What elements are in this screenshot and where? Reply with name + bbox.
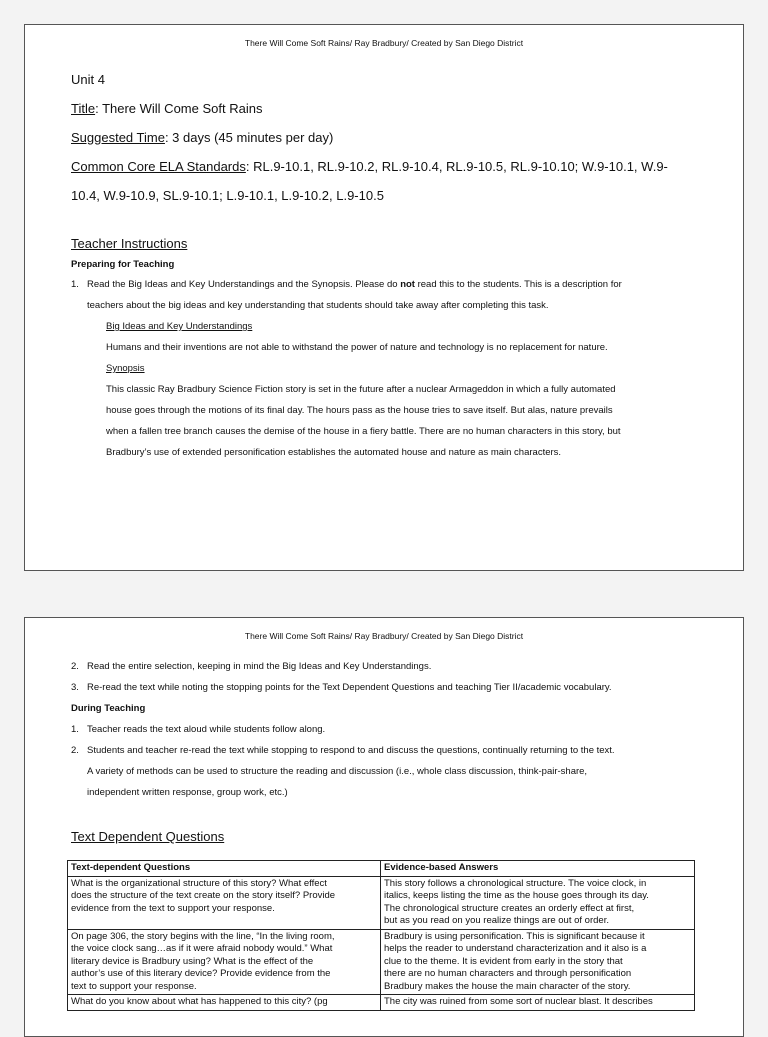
cell-line: literary device is Bradbury using? What is the effect of the <box>71 955 314 967</box>
document-page-2 <box>24 617 744 1037</box>
item2-text: Read the entire selection, keeping in mind the Big Ideas and Key Understandings. <box>87 661 432 672</box>
list-number: 3. <box>71 682 79 693</box>
list-item <box>71 677 713 698</box>
page-1-body <box>71 65 713 463</box>
d1-text: Teacher reads the text aloud while students follow along. <box>87 724 326 735</box>
running-header: There Will Come Soft Rains/ Ray Bradbury/ Created by San Diego District <box>244 631 524 641</box>
column-header: Evidence-based Answers <box>381 861 695 877</box>
cell-line: clue to the theme. It is evident from early in the story that <box>384 955 623 967</box>
table-row <box>68 929 695 995</box>
cell-line: the voice clock sang…as if it were afraid nobody would.” What <box>71 943 333 954</box>
question-cell <box>68 995 381 1011</box>
preparing-heading: Preparing for Teaching <box>71 259 175 270</box>
title-line <box>71 94 713 123</box>
cell-line: Bradbury makes the house the main character of the story. <box>384 980 631 992</box>
list-item <box>71 740 713 761</box>
question-cell <box>68 929 381 995</box>
cell-line: The chronological structure creates an orderly effect at first, <box>384 902 635 914</box>
list-number: 1. <box>71 279 79 290</box>
suggested-time-value: : 3 days (45 minutes per day) <box>164 130 334 145</box>
running-header: There Will Come Soft Rains/ Ray Bradbury/ Created by San Diego District <box>244 38 524 48</box>
item1-line1 <box>87 274 622 295</box>
cell-line: The city was ruined from some sort of nuclear blast. It describes <box>384 996 653 1007</box>
cell-line: author’s use of this literary device? Provide evidence from the <box>71 968 331 979</box>
synopsis-line: This classic Ray Bradbury Science Fiction story is set in the future after a nuclear Armageddon in which a fully automated <box>106 384 616 395</box>
synopsis-line: when a fallen tree branch causes the demise of the house in a fiery battle. There are no human characters in this story, but <box>106 426 621 437</box>
teacher-instructions-heading: Teacher Instructions <box>71 236 188 251</box>
d2-line3: independent written response, group work, etc.) <box>87 787 288 798</box>
cell-line: does the structure of the text create on the story itself? Provide <box>71 890 336 901</box>
item3-text: Re-read the text while noting the stopping points for the Text Dependent Questions and teaching Tier II/academic vocabulary. <box>87 682 612 693</box>
list-item <box>71 274 713 295</box>
synopsis-line: Bradbury’s use of extended personification establishes the automated house and nature as main characters. <box>106 447 562 458</box>
cell-line: What do you know about what has happened to this city? (pg <box>71 996 328 1007</box>
cell-line: evidence from the text to support your response. <box>71 902 275 914</box>
item1-line2: teachers about the big ideas and key understanding that students should take away after completing this task. <box>87 300 549 311</box>
standards-label: Common Core ELA Standards <box>71 159 246 174</box>
column-header: Text-dependent Questions <box>68 861 381 877</box>
cell-line: helps the reader to understand characterization and it also is a <box>384 943 647 954</box>
big-ideas-text: Humans and their inventions are not able to withstand the power of nature and technology is no replacement for nature. <box>106 342 608 353</box>
d2-line1: Students and teacher re-read the text while stopping to respond to and discuss the questions, continually returning to the text. <box>87 745 615 756</box>
item1-text-a: Read the Big Ideas and Key Understandings and the Synopsis. Please do <box>87 279 401 290</box>
suggested-time-line <box>71 123 713 152</box>
answer-cell <box>381 995 695 1011</box>
cell-line: but as you read on you realize things are out of order. <box>384 915 609 926</box>
list-item <box>71 656 713 677</box>
cell-line: What is the organizational structure of this story? What effect <box>71 877 327 889</box>
answer-cell <box>381 929 695 995</box>
answer-cell <box>381 876 695 929</box>
text-dependent-questions-heading: Text Dependent Questions <box>71 829 225 844</box>
synopsis-heading: Synopsis <box>106 363 145 374</box>
cell-line: Bradbury is using personification. This is significant because it <box>384 930 645 942</box>
table-header-row <box>68 861 695 877</box>
table-row <box>68 876 695 929</box>
during-teaching-heading: During Teaching <box>71 703 146 714</box>
synopsis-line: house goes through the motions of its final day. The hours pass as the house tries to save itself. But alas, nature prevails <box>106 405 613 416</box>
item1-not: not <box>400 279 415 290</box>
page-2-body <box>71 656 713 1011</box>
big-ideas-heading: Big Ideas and Key Understandings <box>106 321 253 332</box>
standards-value-1: : RL.9-10.1, RL.9-10.2, RL.9-10.4, RL.9-10.5, RL.9-10.10; W.9-10.1, W.9- <box>245 159 668 174</box>
cell-line: italics, keeps listing the time as the house goes through its day. <box>384 890 649 901</box>
standards-line <box>71 152 713 181</box>
d2-line2: A variety of methods can be used to structure the reading and discussion (i.e., whole class discussion, think-pair-share, <box>87 766 588 777</box>
list-item <box>71 719 713 740</box>
cell-line: there are no human characters and through personification <box>384 968 632 979</box>
unit-label: Unit 4 <box>71 72 105 87</box>
item1-text-b: read this to the students. This is a description for <box>414 279 622 290</box>
list-number: 2. <box>71 745 79 756</box>
list-number: 1. <box>71 724 79 735</box>
suggested-time-label: Suggested Time <box>71 130 165 145</box>
cell-line: This story follows a chronological structure. The voice clock, in <box>384 877 647 889</box>
list-number: 2. <box>71 661 79 672</box>
title-label: Title <box>71 101 96 116</box>
question-cell <box>68 876 381 929</box>
standards-value-2: 10.4, W.9-10.9, SL.9-10.1; L.9-10.1, L.9-10.2, L.9-10.5 <box>71 188 384 203</box>
questions-table <box>67 860 695 1011</box>
cell-line: On page 306, the story begins with the line, “In the living room, <box>71 930 335 942</box>
title-value: : There Will Come Soft Rains <box>95 101 263 116</box>
table-row <box>68 995 695 1011</box>
cell-line: text to support your response. <box>71 980 197 992</box>
table-body <box>68 876 695 1010</box>
document-page-1 <box>24 24 744 571</box>
